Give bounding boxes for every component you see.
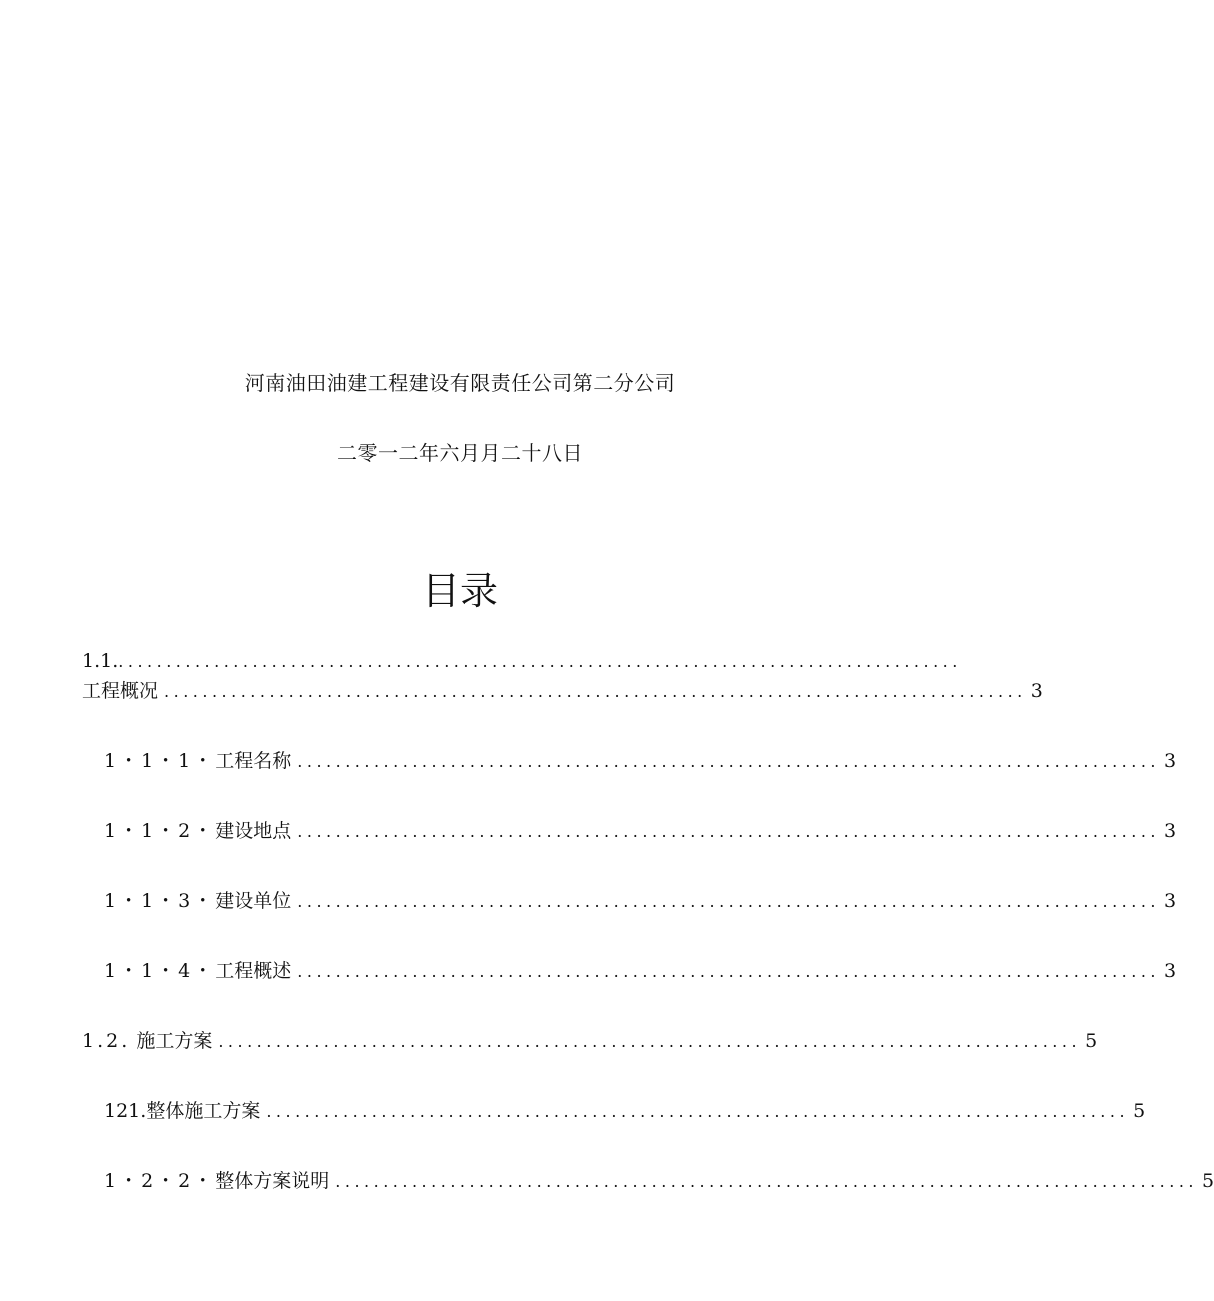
toc-entry-page: 3 <box>1164 890 1177 912</box>
toc-entry-page: 5 <box>1133 1100 1146 1122</box>
company-name: 河南油田油建工程建设有限责任公司第二分公司 <box>244 371 676 395</box>
toc-entry-page: 3 <box>1164 750 1177 772</box>
toc-leader: .......................................................................................... <box>266 1102 1130 1121</box>
toc-entry-number: 1.2. <box>82 1030 131 1052</box>
toc-entry-number: 1・1・1・ <box>104 750 216 772</box>
toc-entry-page: 3 <box>1164 820 1177 842</box>
toc-entry-number: 1・1・2・ <box>104 820 216 842</box>
toc-entry-number: 1・1・4・ <box>104 960 216 982</box>
toc-entry-label: 整体施工方案 <box>146 1100 261 1122</box>
toc-title: 目录 <box>421 569 498 613</box>
document-date: 二零一二年六月月二十八日 <box>337 441 583 465</box>
toc-entry-label: 施工方案 <box>136 1030 213 1052</box>
toc-leader: .......................................................................................... <box>218 1032 1082 1051</box>
toc-leader: .......................................................................................... <box>297 752 1161 771</box>
toc-entry-number: 1・2・2・ <box>104 1170 216 1192</box>
toc-leader: .......................................................................................... <box>297 822 1161 841</box>
toc-entry-construction-plan[interactable] <box>82 1026 1098 1052</box>
toc-entry-label: 建设地点 <box>215 820 292 842</box>
toc-entry-number: 1.1. <box>82 650 119 672</box>
toc-entry-label: 整体方案说明 <box>215 1170 330 1192</box>
toc-entry-number: 1・1・3・ <box>104 890 216 912</box>
toc-leader: ........................................................................................ <box>118 652 962 671</box>
toc-leader: .......................................................................................... <box>335 1172 1199 1191</box>
toc-entry-plan-description[interactable] <box>104 1166 1214 1192</box>
toc-entry-label: 工程概况 <box>82 680 159 702</box>
toc-entry-page: 3 <box>1030 680 1043 702</box>
toc-entry-page: 5 <box>1085 1030 1098 1052</box>
toc-entry-number: 121. <box>104 1100 147 1122</box>
toc-leader: .......................................................................................... <box>164 682 1027 701</box>
toc-entry-project-name[interactable] <box>104 746 1177 772</box>
toc-entry-construction-site[interactable] <box>104 816 1177 842</box>
toc-entry-page: 3 <box>1164 960 1177 982</box>
toc-entry-number-line <box>82 650 962 676</box>
toc-entry-label: 建设单位 <box>215 890 292 912</box>
toc-entry-label: 工程概述 <box>215 960 292 982</box>
toc-entry-label: 工程名称 <box>215 750 292 772</box>
toc-entry-work-overview[interactable] <box>82 676 1043 702</box>
toc-leader: .......................................................................................... <box>297 962 1161 981</box>
toc-entry-construction-unit[interactable] <box>104 886 1177 912</box>
toc-entry-project-summary[interactable] <box>104 956 1177 982</box>
toc-leader: .......................................................................................... <box>297 892 1161 911</box>
toc-entry-overall-plan[interactable] <box>104 1096 1146 1122</box>
toc-entry-page: 5 <box>1202 1170 1214 1192</box>
